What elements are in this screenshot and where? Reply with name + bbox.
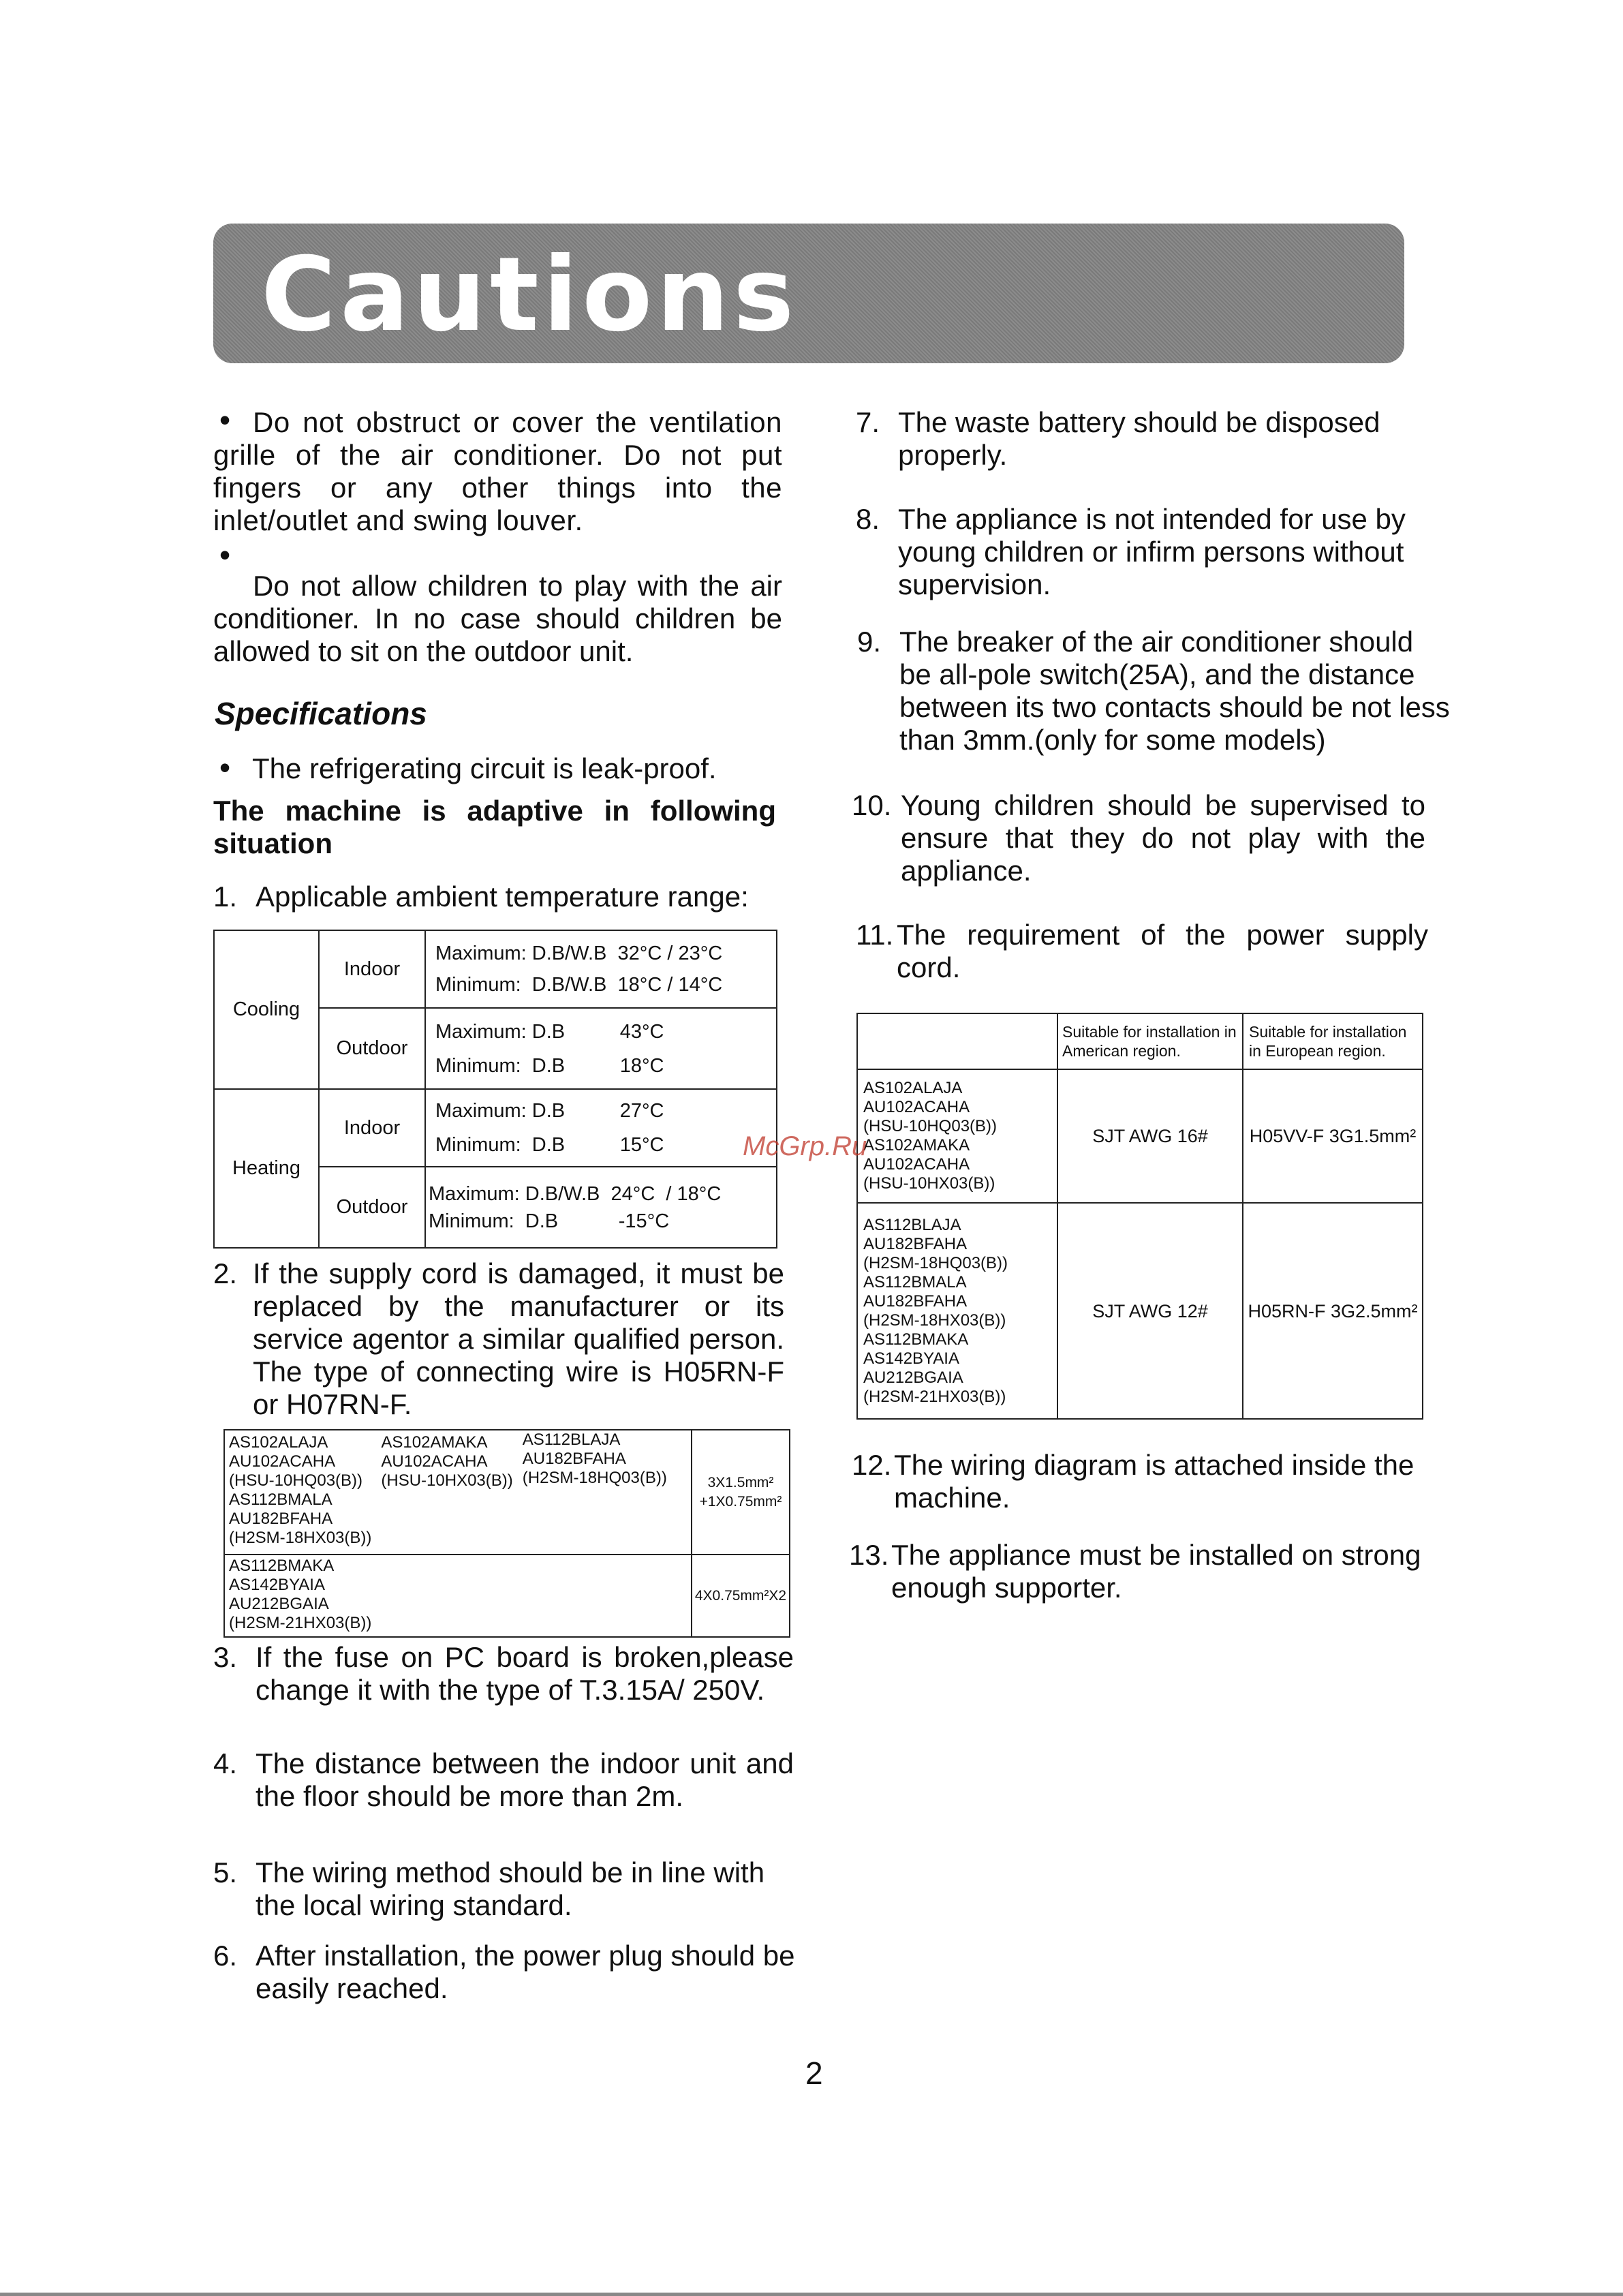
cord-european-spec-1: H05VV-F 3G1.5mm² bbox=[1243, 1069, 1423, 1203]
cord-american-spec-2: SJT AWG 12# bbox=[1057, 1203, 1243, 1419]
item-10-text: Young children should be supervised to ensure that they do not play with the appliance. bbox=[901, 789, 1425, 887]
cord-american-spec-1: SJT AWG 16# bbox=[1057, 1069, 1243, 1203]
cord-european-spec-2: H05RN-F 3G2.5mm² bbox=[1243, 1203, 1423, 1419]
wire-models-col-2: AS102AMAKA AU102ACAHA (HSU-10HX03(B)) bbox=[381, 1433, 513, 1490]
wire-models-row-1 bbox=[224, 1430, 692, 1555]
cord-models-row-1: AS102ALAJA AU102ACAHA (HSU-10HQ03(B)) AS102AMAKA AU102ACAHA (HSU-10HX03(B)) bbox=[857, 1069, 1057, 1203]
specifications-heading: Specifications bbox=[215, 696, 427, 731]
item-7-text: The waste battery should be disposed properly. bbox=[898, 406, 1380, 471]
heating-indoor-range bbox=[425, 1089, 777, 1167]
item-8-text: The appliance is not intended for use by young children or infirm persons without supervision. bbox=[898, 503, 1406, 600]
heating-outdoor-min: Minimum: D.B -15°C bbox=[429, 1210, 670, 1232]
item-13-text: The appliance must be installed on strong enough supporter. bbox=[891, 1539, 1421, 1604]
adaptive-heading: The machine is adaptive in following situation bbox=[213, 795, 776, 859]
heating-indoor-cell: Indoor bbox=[319, 1089, 425, 1167]
page-title: Cautions bbox=[261, 236, 799, 354]
bullet-dot: • bbox=[219, 750, 231, 785]
cord-models-row-2: AS112BLAJA AU182BFAHA (H2SM-18HQ03(B)) AS112BMALA AU182BFAHA (H2SM-18HX03(B)) AS112BMAKA AS142BYAIA AU212BGAIA (H2SM-21HX03(B)) bbox=[857, 1203, 1057, 1419]
item-2-text: If the supply cord is damaged, it must be replaced by the manufacturer or its service agentor a similar qualified person. The type of connecting wire is H05RN-F or H07RN-F. bbox=[253, 1257, 784, 1420]
cooling-outdoor-cell: Outdoor bbox=[319, 1008, 425, 1089]
cooling-cell: Cooling bbox=[214, 930, 319, 1089]
heating-outdoor-range bbox=[425, 1167, 777, 1248]
watermark: McGrp.Ru bbox=[743, 1131, 867, 1161]
heating-indoor-max: Maximum: D.B 27°C bbox=[435, 1100, 664, 1122]
cooling-outdoor-max: Maximum: D.B 43°C bbox=[435, 1020, 664, 1043]
bullet-dot: • bbox=[219, 537, 231, 572]
wire-models-row-2: AS112BMAKA AS142BYAIA AU212BGAIA (H2SM-21HX03(B)) bbox=[224, 1555, 692, 1637]
cooling-indoor-cell: Indoor bbox=[319, 930, 425, 1008]
item-11-text: The requirement of the power supply cord. bbox=[897, 919, 1428, 983]
wire-models-col-3: AS112BLAJA AU182BFAHA (H2SM-18HQ03(B)) bbox=[522, 1430, 667, 1487]
item-5-text: The wiring method should be in line with the local wiring standard. bbox=[256, 1856, 765, 1921]
footer-line bbox=[0, 2293, 1623, 2296]
item-3-text: If the fuse on PC board is broken,please change it with the type of T.3.15A/ 250V. bbox=[256, 1641, 794, 1706]
temperature-table bbox=[213, 930, 777, 1249]
heating-outdoor-max: Maximum: D.B/W.B 24°C / 18°C bbox=[429, 1182, 722, 1205]
wire-models-col-1: AS102ALAJA AU102ACAHA (HSU-10HQ03(B)) AS112BMALA AU182BFAHA (H2SM-18HX03(B)) bbox=[229, 1433, 372, 1547]
cord-head-european: Suitable for installation in European region. bbox=[1243, 1013, 1423, 1069]
item-6-text: After installation, the power plug should be easily reached. bbox=[256, 1940, 795, 2004]
heating-cell: Heating bbox=[214, 1089, 319, 1248]
cooling-indoor-max: Maximum: D.B/W.B 32°C / 23°C bbox=[435, 943, 723, 965]
cord-head-blank bbox=[857, 1013, 1057, 1069]
cooling-outdoor-range bbox=[425, 1008, 777, 1089]
cooling-indoor-range bbox=[425, 930, 777, 1008]
bullet-dot: • bbox=[219, 402, 231, 438]
bullet-ventilation: Do not obstruct or cover the ventilation grille of the air conditioner. Do not put fingers or any other things into the inlet/outlet and swing louver. bbox=[213, 406, 782, 536]
wire-spec-2: 4X0.75mm²X2 bbox=[692, 1555, 790, 1637]
connecting-wire-table bbox=[223, 1429, 790, 1638]
cord-head-american: Suitable for installation in American region. bbox=[1057, 1013, 1243, 1069]
wire-spec-1: 3X1.5mm² +1X0.75mm² bbox=[692, 1430, 790, 1555]
heating-outdoor-cell: Outdoor bbox=[319, 1167, 425, 1248]
bullet-leak-proof: The refrigerating circuit is leak-proof. bbox=[252, 752, 717, 784]
cautions-banner bbox=[213, 224, 1404, 363]
cooling-outdoor-min: Minimum: D.B 18°C bbox=[435, 1054, 664, 1077]
bullet-children: Do not allow children to play with the air conditioner. In no case should children be allowed to sit on the outdoor unit. bbox=[213, 570, 782, 667]
item-1-text: Applicable ambient temperature range: bbox=[256, 881, 749, 913]
power-cord-table bbox=[856, 1013, 1423, 1420]
item-4-text: The distance between the indoor unit and the floor should be more than 2m. bbox=[256, 1747, 794, 1812]
cooling-indoor-min: Minimum: D.B/W.B 18°C / 14°C bbox=[435, 974, 723, 996]
heating-indoor-min: Minimum: D.B 15°C bbox=[435, 1134, 664, 1157]
item-9-text: The breaker of the air conditioner should be all-pole switch(25A), and the distance between its two contacts should be not less than 3mm.(only for some models) bbox=[899, 626, 1450, 756]
page-number: 2 bbox=[805, 2055, 823, 2091]
item-12-text: The wiring diagram is attached inside the machine. bbox=[894, 1449, 1415, 1514]
